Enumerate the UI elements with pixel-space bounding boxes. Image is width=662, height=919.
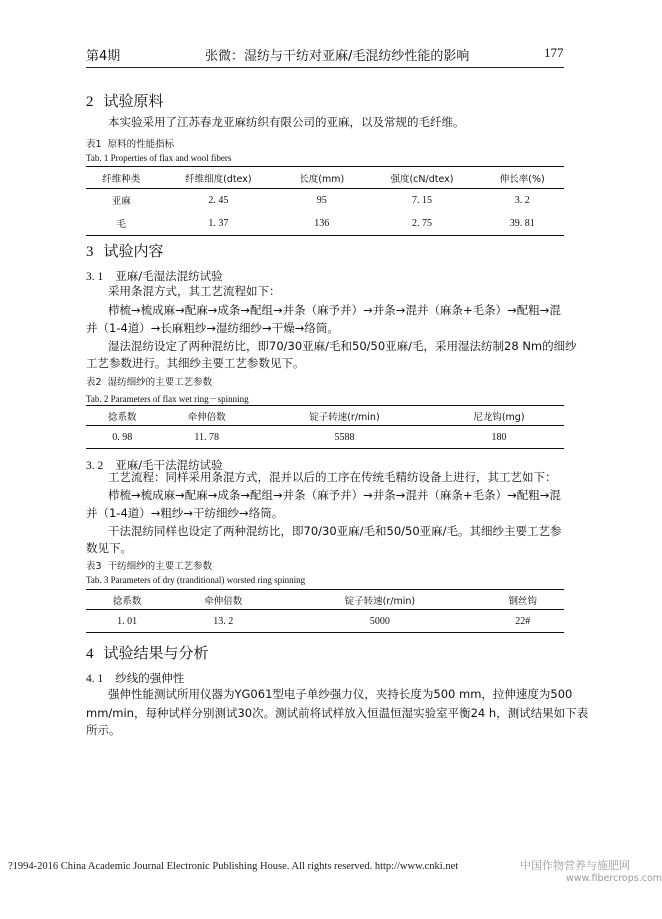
- column-header: 长度(mm): [299, 173, 345, 185]
- subsection-number: 3. 2: [86, 460, 104, 472]
- column-header: 纤维种类: [102, 173, 141, 185]
- table-row: [86, 426, 564, 449]
- table-cell: 95: [316, 194, 327, 206]
- table-cell: 2. 45: [208, 194, 229, 206]
- section-title: 试验原料: [103, 92, 164, 110]
- table-cell: 11. 78: [194, 431, 220, 443]
- subsection-number: 3. 1: [86, 271, 104, 283]
- subsection-number: 4. 1: [86, 673, 104, 685]
- caption-text: 干纺细纱的主要工艺参数: [107, 561, 213, 572]
- section-2-heading: [86, 90, 164, 111]
- column-header: 钢丝钩: [508, 595, 538, 607]
- section-title: 试验结果与分析: [103, 644, 209, 662]
- table-caption-en: Tab. 1 Properties of flax and wool fibers: [86, 153, 232, 163]
- caption-label: 表3: [86, 561, 102, 572]
- table-caption-en: Tab. 2 Parameters of flax wet ring－spinning: [86, 394, 249, 404]
- paragraph: 本实验采用了江苏春龙亚麻纺织有限公司的亚麻，以及常规的毛纤维。: [108, 115, 465, 129]
- column-header: 捻系数: [112, 595, 142, 607]
- page-number: 177: [544, 45, 564, 60]
- column-header: 锭子转速(r/min): [344, 595, 416, 607]
- caption-label: 表2: [86, 377, 102, 388]
- issue-number: 第4期: [86, 49, 121, 64]
- caption-label: 表1: [86, 139, 102, 150]
- paragraph-line: 栉梳→梳成麻→配麻→成条→配组→并条（麻予并）→并条→混并（麻条+毛条）→配粗→混: [108, 488, 561, 502]
- table-fiber-properties: [86, 166, 564, 236]
- column-header: 伸长率(%): [499, 173, 545, 185]
- subsection-title: 亚麻/毛干法混纺试验: [115, 458, 223, 472]
- running-title: 张微：湿纺与干纺对亚麻/毛混纺纱性能的影响: [205, 49, 470, 64]
- table-cell: 22#: [515, 615, 531, 627]
- watermark-cn: 中国作物营养与施肥网: [520, 859, 630, 872]
- table-dry-spinning-parameters: [86, 589, 564, 633]
- section-3-heading: [86, 240, 164, 261]
- table-cell: 0. 98: [112, 431, 133, 443]
- column-header: 尼龙钩(mg): [473, 411, 525, 423]
- paragraph-line: 并（1-4道）→粗纱→干纺细纱→络筒。: [86, 506, 284, 520]
- column-header: 纤维细度(dtex): [185, 173, 252, 185]
- paragraph-line: mm/min，每种试样分别测试30次。测试前将试样放入恒温恒湿实验室平衡24 h，测试结果如下表: [86, 706, 589, 720]
- paragraph-line: 所示。: [86, 723, 121, 737]
- table-cell: 1. 37: [208, 217, 229, 229]
- table-cell: 3. 2: [514, 194, 530, 206]
- section-number: 4: [86, 646, 94, 662]
- table-cell: 亚麻: [111, 196, 131, 208]
- table-caption-cn: [86, 136, 174, 150]
- subsection-title: 亚麻/毛湿法混纺试验: [115, 269, 223, 283]
- table-cell: 13. 2: [213, 615, 234, 627]
- caption-text: 湿纺细纱的主要工艺参数: [107, 377, 213, 388]
- section-4-heading: [86, 642, 209, 663]
- table-cell: 5588: [334, 431, 355, 443]
- table-caption-cn: [86, 558, 212, 572]
- paragraph-line: 数见下。: [86, 541, 132, 555]
- table-row: [86, 189, 564, 212]
- column-header: 强度(cN/dtex): [390, 173, 454, 185]
- paragraph-line: 栉梳→梳成麻→配麻→成条→配组→并条（麻予并）→并条→混并（麻条+毛条）→配粗→混: [108, 303, 561, 317]
- table-cell: 2. 75: [411, 217, 432, 229]
- table-cell: 7. 15: [411, 194, 432, 206]
- header-rule: [86, 67, 564, 68]
- paragraph-line: 工艺参数进行。其细纱主要工艺参数见下。: [86, 356, 305, 370]
- table-caption-cn: [86, 374, 212, 388]
- table-cell: 1. 01: [117, 615, 138, 627]
- table-cell: 180: [491, 431, 507, 443]
- copyright-footer: ?1994-2016 China Academic Journal Electronic Publishing House. All rights reserved. http://www.cnki.net: [8, 861, 459, 872]
- subsection-title: 纱线的强伸性: [115, 671, 185, 685]
- caption-text: 原料的性能指标: [107, 139, 175, 150]
- table-cell: 39. 81: [509, 217, 535, 229]
- column-header: 捻系数: [107, 411, 137, 423]
- column-header: 锭子转速(r/min): [309, 411, 380, 423]
- paragraph-line: 并（1-4道）→长麻粗纱→湿纺细纱→干燥→络筒。: [86, 321, 339, 335]
- table-cell: 5000: [369, 615, 390, 627]
- column-header: 牵伸倍数: [187, 411, 226, 423]
- table-row: [86, 610, 564, 633]
- table-row: [86, 212, 564, 236]
- section-title: 试验内容: [103, 242, 164, 260]
- watermark-en: www.fibercrops.com: [566, 873, 662, 884]
- paragraph-line: 干法混纺同样也设定了两种混纺比，即70/30亚麻/毛和50/50亚麻/毛。其细纱主要工艺参: [108, 524, 562, 538]
- table-caption-en: Tab. 3 Parameters of dry (tranditional) worsted ring spinning: [86, 575, 306, 585]
- paragraph-line: 工艺流程：同样采用条混方式，混并以后的工序在传统毛精纺设备上进行，其工艺如下：: [108, 470, 557, 484]
- table-cell: 136: [314, 217, 330, 229]
- paragraph-line: 采用条混方式，其工艺流程如下：: [108, 284, 281, 298]
- table-cell: 毛: [116, 219, 127, 231]
- table-wet-spinning-parameters: [86, 405, 564, 449]
- section-number: 2: [86, 94, 94, 110]
- paragraph-line: 湿法混纺设定了两种混纺比，即70/30亚麻/毛和50/50亚麻/毛，采用湿法纺制28 Nm的细纱: [108, 339, 577, 353]
- subsection-4-1-heading: [86, 670, 184, 686]
- paragraph-line: 强伸性能测试所用仪器为YG061型电子单纱强力仪，夹持长度为500 mm，拉伸速度为500: [108, 687, 573, 701]
- subsection-3-1-heading: [86, 268, 223, 284]
- column-header: 牵伸倍数: [204, 595, 243, 607]
- section-number: 3: [86, 244, 94, 260]
